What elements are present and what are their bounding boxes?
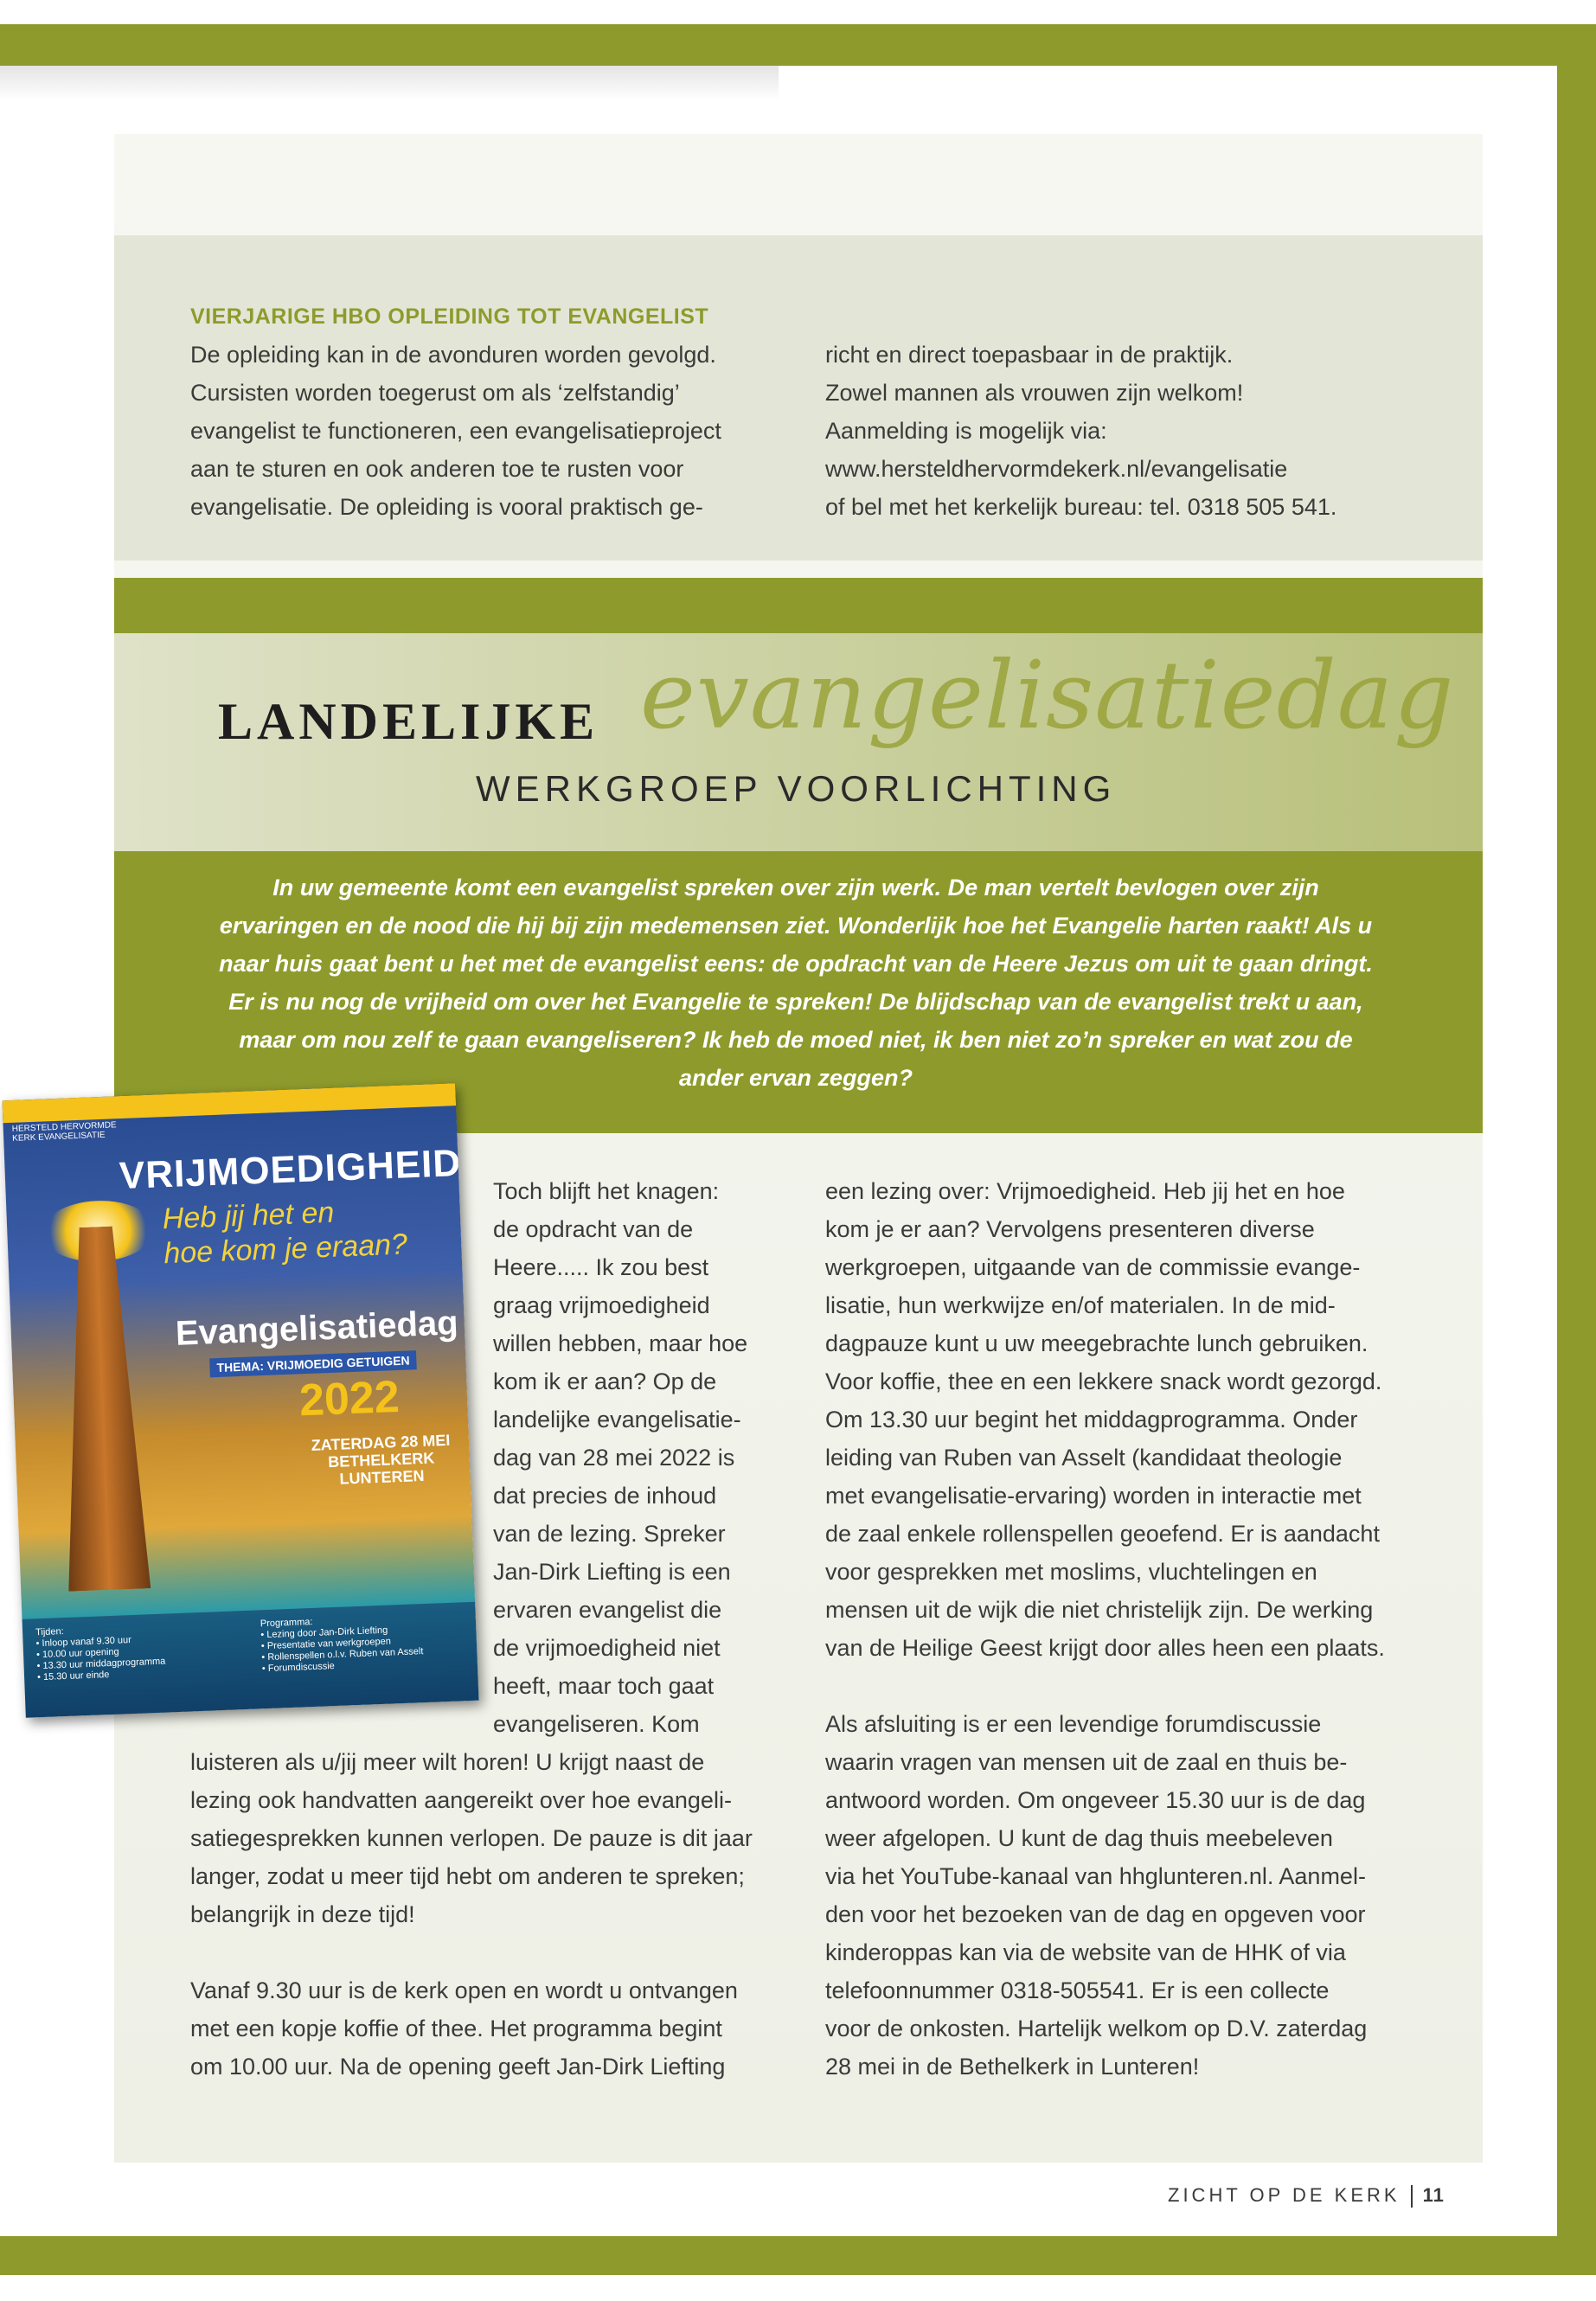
poster-year: 2022 xyxy=(298,1371,401,1426)
heading-subtitle: WERKGROEP VOORLICHTING xyxy=(476,768,1117,809)
page-footer xyxy=(1168,2184,1445,2208)
body-column-1-wrapped: Toch blijft het knagen: de opdracht van de Heere..... Ik zou best graag vrijmoedigheid willen hebben, maar hoe kom ik er aan? Op de landelijke evangelisatie- dag van 28 mei 2022 is dat precies de inhoud van de lezing. Spreker Jan-Dirk Liefting is een ervaren evangelist die de vrijmoedigheid niet heeft, maar toch gaat evangeliseren. Kom xyxy=(493,1178,748,1737)
poster-title: VRIJMOEDIGHEID xyxy=(119,1142,462,1198)
page-frame-right xyxy=(1557,24,1596,2260)
poster-date: ZATERDAG 28 MEI BETHELKERK LUNTEREN xyxy=(311,1431,451,1488)
poster-event-name: Evangelisatiedag xyxy=(175,1304,459,1353)
page-shadow xyxy=(0,66,779,100)
event-poster xyxy=(2,1083,478,1718)
body-column-2: een lezing over: Vrijmoedigheid. Heb jij het en hoe kom je er aan? Vervolgens presenteren diverse werkgroepen, uitgaande van de commissie evange- lisatie, hun werkwijze en/of materialen. In de mid- dagpauze kunt u uw meegebrachte lunch gebruiken. Voor koffie, thee en een lekkere snack wordt gezorgd. Om 13.30 uur begint het middagprogramma. Onder leiding van Ruben van Asselt (kandidaat theologie met evangelisatie-ervaring) worden in interactie met de zaal enkele rollenspellen geoefend. Er is aandacht voor gesprekken met moslims, vluchtelingen en mensen uit de wijk die niet christelijk zijn. De werking van de Heilige Geest krijgt door alles heen een plaats. Als afsluiting is er een levendige forumdiscussie waarin vragen van mensen uit de zaal en thuis be- antwoord worden. Om ongeveer 15.30 uur is de dag weer afgelopen. U kunt de dag thuis meebeleven via het YouTube-kanaal van hhglunteren.nl. Aanmel- den voor het bezoeken van de dag en opgeven voor kinderoppas kan via de website van de HHK of via telefoonnummer 0318-505541. Er is een collecte voor de onkosten. Hartelijk welkom op D.V. zaterdag 28 mei in de Bethelkerk in Lunteren! xyxy=(825,1178,1385,2080)
page-frame-top xyxy=(0,24,1557,66)
accent-bar xyxy=(114,578,1483,633)
poster-theme: THEMA: VRIJMOEDIG GETUIGEN xyxy=(209,1350,417,1377)
poster-organization: HERSTELD HERVORMDE KERK EVANGELISATIE xyxy=(11,1120,117,1144)
info-box-title: VIERJARIGE HBO OPLEIDING TOT EVANGELIST xyxy=(190,304,709,329)
page-frame-bottom xyxy=(0,2236,1596,2275)
footer-magazine-title: ZICHT OP DE KERK xyxy=(1168,2184,1401,2206)
lighthouse-image xyxy=(54,1225,151,1591)
heading-script: evangelisatiedag xyxy=(640,642,1455,750)
info-box-column-1: De opleiding kan in de avonduren worden gevolgd. Cursisten worden toegerust om als ‘zelfstandig’ evangelist te functioneren, een evangelisatieproject aan te sturen en ook anderen toe te rusten voor evangelisatie. De opleiding is vooral praktisch ge- xyxy=(190,342,721,520)
heading-main: LANDELIJKE xyxy=(218,693,599,750)
intro-text: In uw gemeente komt een evangelist spreken over zijn werk. De man vertelt bevlogen over zijn ervaringen en de nood die hij bij zijn medemensen ziet. Wonderlijk hoe het Evangelie harten raakt! Als u naar huis gaat bent u het met de evangelist eens: de opdracht van de Heere Jezus om uit te gaan dringt. Er is nu nog de vrijheid om over het Evangelie te spreken! De blijdschap van de evangelist trekt u aan, maar om nou zelf te gaan evangeliseren? Ik heb de moed niet, ik ben niet zo’n spreker en wat zou de ander ervan zeggen? xyxy=(219,875,1373,1091)
body-column-1: luisteren als u/jij meer wilt horen! U krijgt naast de lezing ook handvatten aangereikt over hoe evangeli- satiegesprekken kunnen verlopen. De pauze is dit jaar langer, zodat u meer tijd hebt om anderen te spreken; belangrijk in deze tijd! Vanaf 9.30 uur is de kerk open en wordt u ontvangen met een kopje koffie of thee. Het programma begint om 10.00 uur. Na de opening geeft Jan-Dirk Liefting xyxy=(190,1749,753,2080)
page-number: 11 xyxy=(1422,2184,1445,2206)
poster-question: Heb jij het en hoe kom je eraan? xyxy=(162,1195,408,1271)
poster-info-program: Programma: • Lezing door Jan-Dirk Liefting • Presentatie van werkgroepen • Rollenspellen o.l.v. Ruben van Asselt • Forumdiscussie xyxy=(260,1616,424,1675)
info-box-column-2: richt en direct toepasbaar in de praktijk. Zowel mannen als vrouwen zijn welkom! Aanmelding is mogelijk via: www.hersteldhervormdekerk.nl/evangelisatie of bel met het kerkelijk bureau: tel. 0318 505 541. xyxy=(825,342,1337,520)
footer-separator xyxy=(1411,2185,1413,2208)
poster-info-times: Tijden: • Inloop vanaf 9.30 uur • 10.00 uur opening • 13.30 uur middagprogramma • 15.30 uur einde xyxy=(35,1626,166,1683)
